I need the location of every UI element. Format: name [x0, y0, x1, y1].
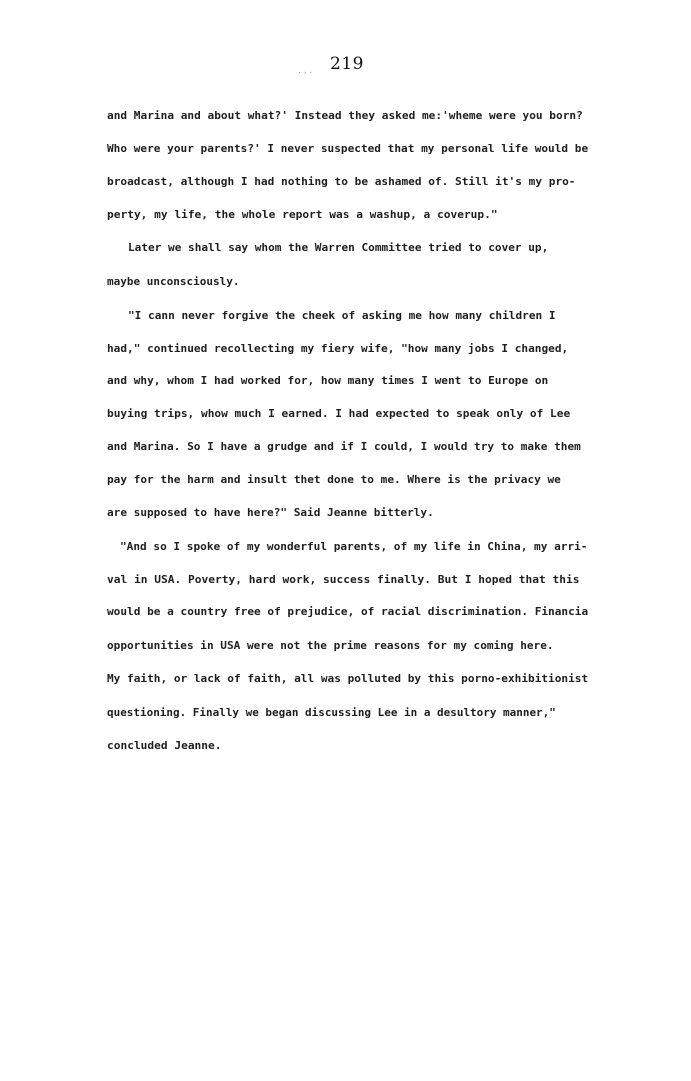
text-line: maybe unconsciously. [107, 276, 240, 288]
text-line: Later we shall say whom the Warren Committee tried to cover up, [128, 242, 549, 254]
text-line: are supposed to have here?" Said Jeanne bitterly. [107, 507, 434, 519]
text-line: perty, my life, the whole report was a washup, a coverup." [107, 209, 498, 221]
text-line: "And so I spoke of my wonderful parents, of my life in China, my arri- [120, 541, 588, 553]
text-line: and Marina. So I have a grudge and if I could, I would try to make them [107, 441, 581, 453]
text-line: broadcast, although I had nothing to be ashamed of. Still it's my pro- [107, 176, 576, 188]
text-line: buying trips, whow much I earned. I had expected to speak only of Lee [107, 408, 571, 420]
text-line: "I cann never forgive the cheek of asking me how many children I [128, 310, 556, 322]
text-line: concluded Jeanne. [107, 740, 222, 752]
text-line: questioning. Finally we began discussing Lee in a desultory manner," [107, 707, 556, 719]
page-number: 219 [330, 54, 364, 74]
text-line: My faith, or lack of faith, all was polluted by this porno-exhibitionist [107, 673, 589, 685]
text-line: had," continued recollecting my fiery wife, "how many jobs I changed, [107, 343, 569, 355]
text-line: and why, whom I had worked for, how many times I went to Europe on [107, 375, 549, 387]
text-line: pay for the harm and insult thet done to me. Where is the privacy we [107, 474, 561, 486]
text-line: would be a country free of prejudice, of racial discrimination. Financia [107, 606, 589, 618]
text-line: val in USA. Poverty, hard work, success finally. But I hoped that this [107, 574, 580, 586]
text-line: Who were your parents?' I never suspected that my personal life would be [107, 143, 589, 155]
text-line: and Marina and about what?' Instead they asked me:'wheme were you born? [107, 110, 583, 122]
scan-speck: . , . [298, 66, 313, 76]
text-line: opportunities in USA were not the prime reasons for my coming here. [107, 640, 554, 652]
